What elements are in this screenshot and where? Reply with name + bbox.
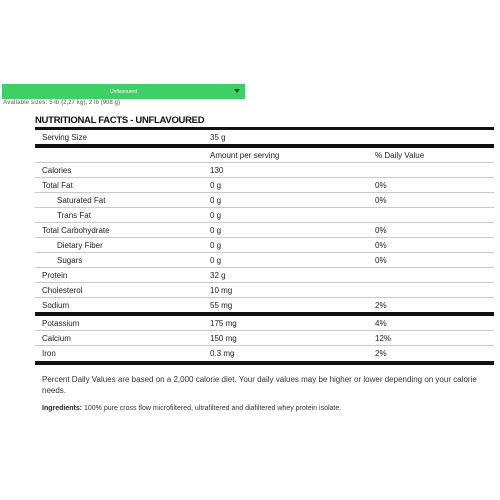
nutrient-name: Calories: [42, 166, 72, 175]
ingredients-text: 100% pure cross flow microfiltered, ultrafiltered and diafiltered whey protein isolate.: [82, 405, 342, 412]
nutrient-amount: 0 g: [210, 256, 222, 265]
nutrient-daily-value: 2%: [375, 301, 387, 310]
nutrient-daily-value: 0%: [375, 226, 387, 235]
table-row: [35, 283, 494, 298]
nutrient-name: Total Fat: [42, 181, 73, 190]
nutrient-amount: 32 g: [210, 271, 226, 280]
nutrient-name: Dietary Fiber: [57, 241, 103, 250]
flavour-select[interactable]: [2, 84, 245, 99]
nutrition-table: [35, 130, 494, 361]
nutrient-name: Cholesterol: [42, 286, 83, 295]
table-row: [35, 238, 494, 253]
nutrient-daily-value: 4%: [375, 319, 387, 328]
nutrient-amount: 0 g: [210, 226, 222, 235]
nutrient-name: Calcium: [42, 334, 71, 343]
table-row: [35, 223, 494, 238]
table-row: [35, 178, 494, 193]
serving-size-value: 35 g: [210, 133, 226, 142]
nutrient-amount: 175 mg: [210, 319, 237, 328]
nutrient-amount: 0.3 mg: [210, 349, 235, 358]
ingredients: [42, 405, 492, 412]
nutrient-amount: 0 g: [210, 241, 222, 250]
table-row: [35, 208, 494, 223]
table-row: [35, 298, 494, 316]
serving-size-label: Serving Size: [42, 133, 87, 142]
table-row: [35, 316, 494, 331]
column-amount-header: Amount per serving: [210, 151, 280, 160]
nutrient-name: Sodium: [42, 301, 70, 310]
nutrient-amount: 0 g: [210, 181, 222, 190]
serving-size-row: [35, 130, 494, 148]
table-row: [35, 253, 494, 268]
nutrient-amount: 150 mg: [210, 334, 237, 343]
nutrient-name: Sugars: [57, 256, 83, 265]
chevron-down-icon[interactable]: [234, 89, 240, 93]
table-row: [35, 346, 494, 361]
nutrient-amount: 55 mg: [210, 301, 233, 310]
nutrient-amount: 0 g: [210, 196, 222, 205]
nutrient-amount: 10 mg: [210, 286, 233, 295]
table-header-row: [35, 148, 494, 163]
nutrient-daily-value: 0%: [375, 196, 387, 205]
daily-value-note: Percent Daily Values are based on a 2,000 calorie diet. Your daily values may be higher or lower depending on your calorie needs.: [42, 375, 477, 395]
nutrient-name: Potassium: [42, 319, 80, 328]
table-row: [35, 193, 494, 208]
nutrient-daily-value: 12%: [375, 334, 392, 343]
table-row: [35, 268, 494, 283]
available-sizes: Available sizes: 5 lb (2,27 kg), 2 lb (908 g): [3, 100, 121, 106]
nutrient-name: Trans Fat: [57, 211, 91, 220]
table-row: [35, 163, 494, 178]
column-daily-value-header: % Daily Value: [375, 151, 425, 160]
nutrient-name: Iron: [42, 349, 56, 358]
table-row: [35, 331, 494, 346]
nutrient-name: Total Carbohydrate: [42, 226, 110, 235]
nutrient-daily-value: 2%: [375, 349, 387, 358]
nutrient-amount: 0 g: [210, 211, 222, 220]
nutrient-name: Protein: [42, 271, 68, 280]
nutrient-daily-value: 0%: [375, 241, 387, 250]
nutrition-bottom-rule: [35, 361, 494, 365]
flavour-select-value: Unflavoured: [110, 88, 137, 95]
nutrient-daily-value: 0%: [375, 181, 387, 190]
nutrient-name: Saturated Fat: [57, 196, 106, 205]
ingredients-label: Ingredients:: [42, 405, 83, 412]
nutrient-amount: 130: [210, 166, 224, 175]
nutrient-daily-value: 0%: [375, 256, 387, 265]
nutrition-title: NUTRITIONAL FACTS - UNFLAVOURED: [35, 115, 205, 126]
